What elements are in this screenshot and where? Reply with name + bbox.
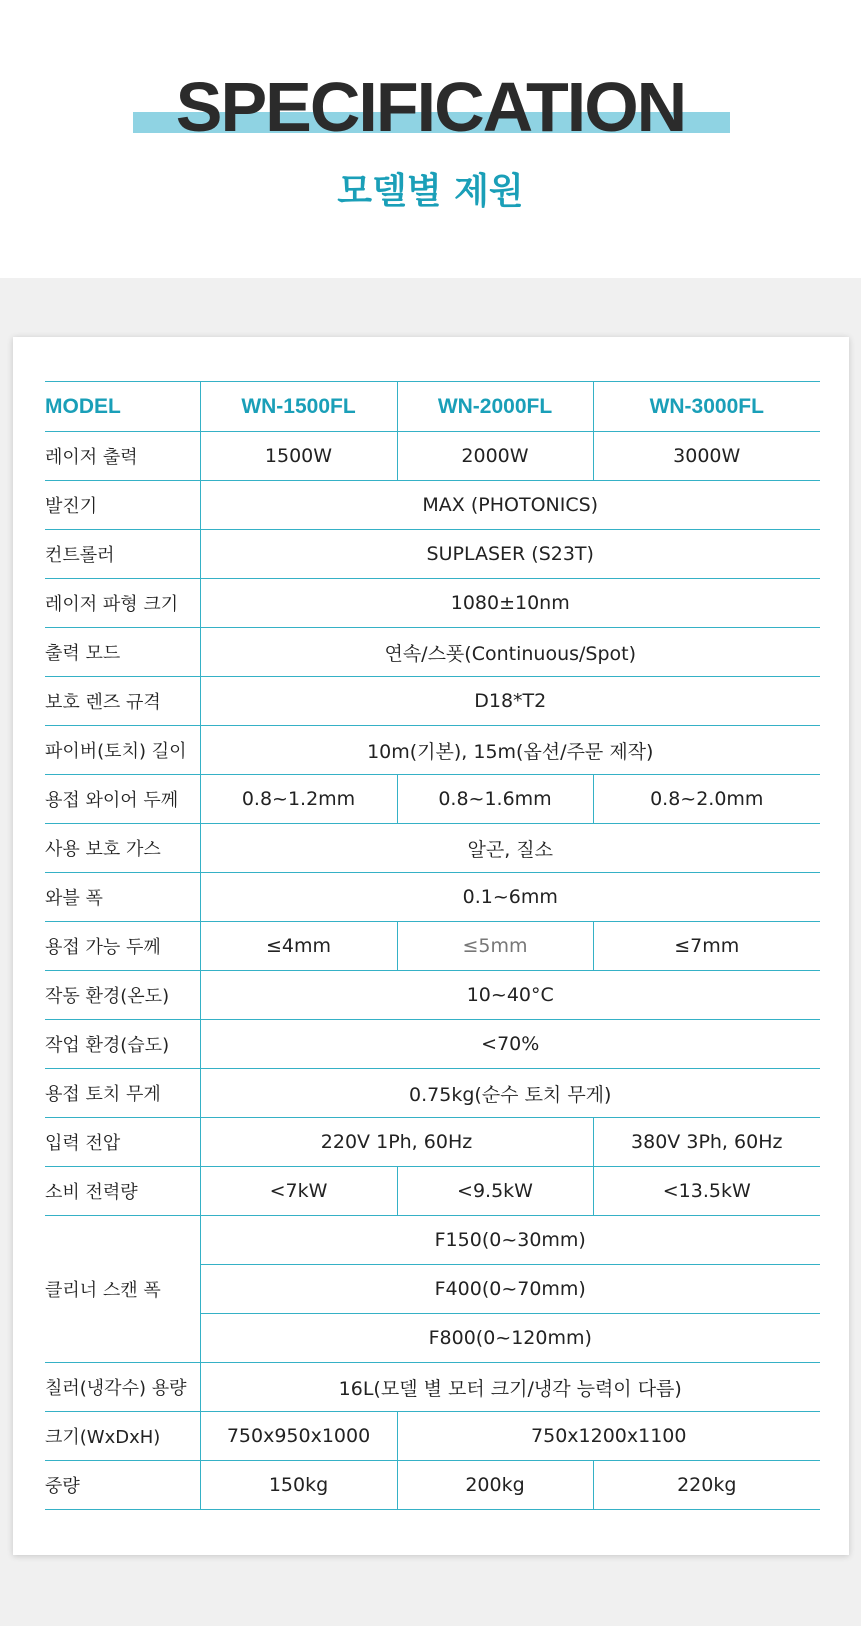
column-header-model: MODEL — [45, 382, 200, 432]
cell-value: <7kW — [200, 1167, 397, 1216]
row-label: 용접 와이어 두께 — [45, 775, 200, 824]
column-header-wn1500fl: WN-1500FL — [200, 382, 397, 432]
table-row — [45, 1020, 820, 1069]
row-label: 작동 환경(온도) — [45, 971, 200, 1020]
table-row — [45, 1167, 820, 1216]
cell-value: <13.5kW — [593, 1167, 820, 1216]
cell-value: 380V 3Ph, 60Hz — [593, 1118, 820, 1167]
cell-value: 200kg — [397, 1461, 593, 1510]
cell-value: 0.8~2.0mm — [593, 775, 820, 824]
cell-value: 2000W — [397, 432, 593, 481]
cell-value: 10~40°C — [200, 971, 820, 1020]
row-label: 출력 모드 — [45, 628, 200, 677]
table-row — [45, 1363, 820, 1412]
row-label: 컨트롤러 — [45, 530, 200, 579]
cell-value: 150kg — [200, 1461, 397, 1510]
table-row — [45, 824, 820, 873]
page-subtitle: 모델별 제원 — [337, 171, 524, 212]
cell-value: D18*T2 — [200, 677, 820, 726]
table-row — [45, 873, 820, 922]
page-title: SPECIFICATION — [175, 68, 686, 146]
cell-value: MAX (PHOTONICS) — [200, 481, 820, 530]
row-label: 파이버(토치) 길이 — [45, 726, 200, 775]
spec-table — [45, 381, 820, 1510]
cell-value: 0.1~6mm — [200, 873, 820, 922]
spec-card — [13, 337, 849, 1555]
table-row — [45, 1412, 820, 1461]
row-label: 발진기 — [45, 481, 200, 530]
row-label: 레이저 파형 크기 — [45, 579, 200, 628]
row-label: 크기(WxDxH) — [45, 1412, 200, 1461]
cell-value: F150(0~30mm) — [200, 1216, 820, 1265]
row-label: 클리너 스캔 폭 — [45, 1216, 200, 1363]
row-label: 작업 환경(습도) — [45, 1020, 200, 1069]
table-row — [45, 432, 820, 481]
row-label: 용접 가능 두께 — [45, 922, 200, 971]
table-row — [45, 628, 820, 677]
table-row — [45, 1461, 820, 1510]
table-row — [45, 726, 820, 775]
cell-value: 3000W — [593, 432, 820, 481]
cell-value: 750x1200x1100 — [397, 1412, 820, 1461]
row-label: 칠러(냉각수) 용량 — [45, 1363, 200, 1412]
table-row — [45, 677, 820, 726]
row-label: 사용 보호 가스 — [45, 824, 200, 873]
column-header-wn3000fl: WN-3000FL — [593, 382, 820, 432]
cell-value: 알곤, 질소 — [200, 824, 820, 873]
cell-value: SUPLASER (S23T) — [200, 530, 820, 579]
row-label: 입력 전압 — [45, 1118, 200, 1167]
row-label: 소비 전력량 — [45, 1167, 200, 1216]
cell-value: 10m(기본), 15m(옵션/주문 제작) — [200, 726, 820, 775]
cell-value: F800(0~120mm) — [200, 1314, 820, 1363]
title-wrap — [0, 68, 861, 146]
column-header-wn2000fl: WN-2000FL — [397, 382, 593, 432]
cell-value: <70% — [200, 1020, 820, 1069]
cell-value: ≤5mm — [397, 922, 593, 971]
row-label: 중량 — [45, 1461, 200, 1510]
row-label: 와블 폭 — [45, 873, 200, 922]
table-row — [45, 971, 820, 1020]
cell-value: <9.5kW — [397, 1167, 593, 1216]
table-header-row — [45, 382, 820, 432]
cell-value: 연속/스폿(Continuous/Spot) — [200, 628, 820, 677]
cell-value: 0.8~1.6mm — [397, 775, 593, 824]
table-row — [45, 775, 820, 824]
cell-value: 1500W — [200, 432, 397, 481]
cell-value: F400(0~70mm) — [200, 1265, 820, 1314]
header — [0, 0, 861, 278]
table-row — [45, 1118, 820, 1167]
row-label: 용접 토치 무게 — [45, 1069, 200, 1118]
table-row — [45, 1069, 820, 1118]
cell-value: 220V 1Ph, 60Hz — [200, 1118, 593, 1167]
table-row — [45, 1216, 820, 1265]
cell-value: 1080±10nm — [200, 579, 820, 628]
cell-value: 220kg — [593, 1461, 820, 1510]
table-row — [45, 922, 820, 971]
table-row — [45, 481, 820, 530]
table-row — [45, 579, 820, 628]
row-label: 보호 렌즈 규격 — [45, 677, 200, 726]
cell-value: 0.8~1.2mm — [200, 775, 397, 824]
cell-value: 16L(모델 별 모터 크기/냉각 능력이 다름) — [200, 1363, 820, 1412]
cell-value: ≤4mm — [200, 922, 397, 971]
row-label: 레이저 출력 — [45, 432, 200, 481]
table-row — [45, 530, 820, 579]
cell-value: 0.75kg(순수 토치 무게) — [200, 1069, 820, 1118]
cell-value: ≤7mm — [593, 922, 820, 971]
cell-value: 750x950x1000 — [200, 1412, 397, 1461]
